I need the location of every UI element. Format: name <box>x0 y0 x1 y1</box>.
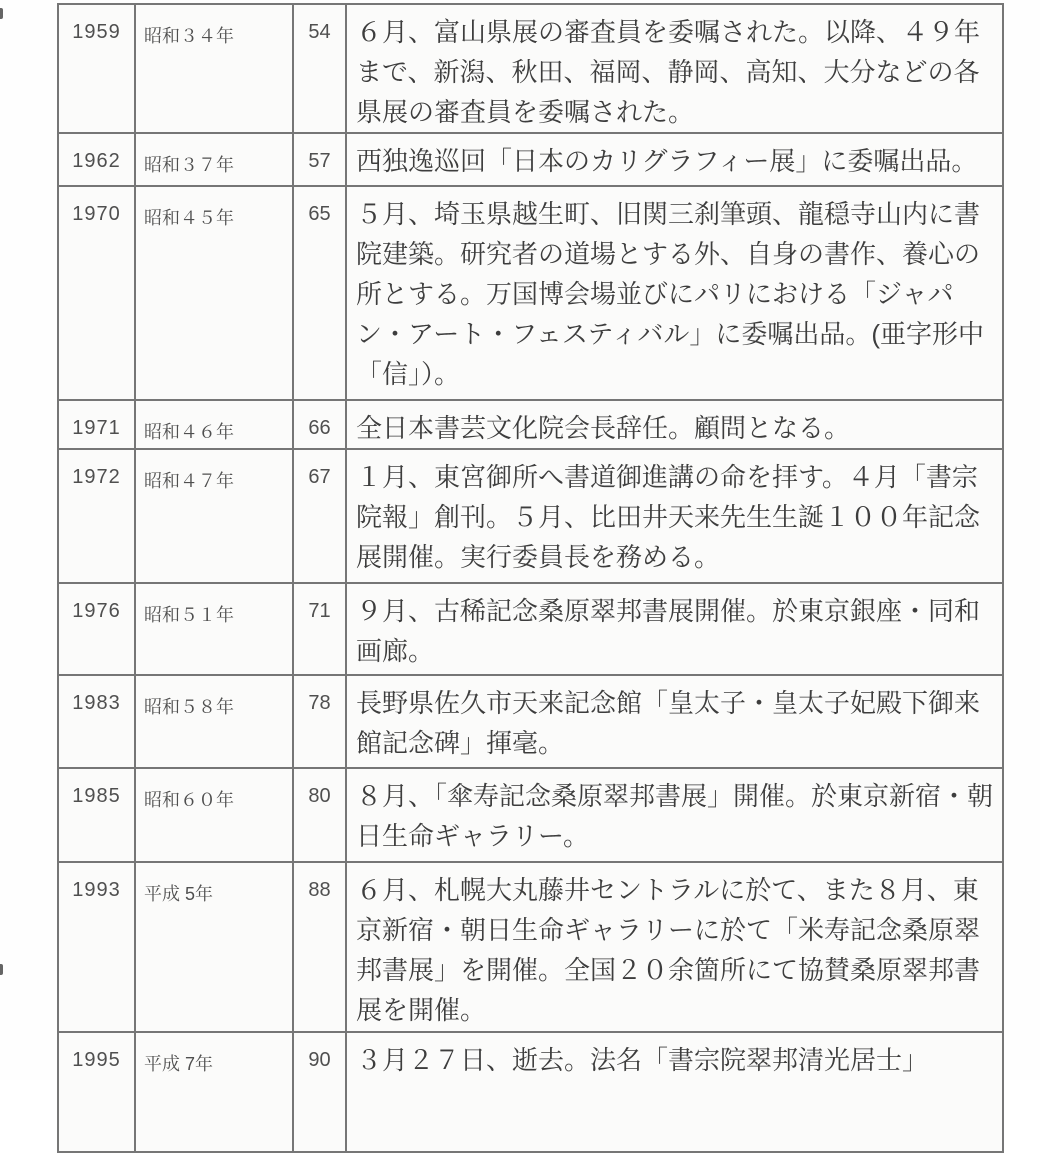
description-cell: ３月２７日、逝去。法名「書宗院翠邦清光居士」 <box>346 1032 1003 1152</box>
age-cell: 90 <box>293 1032 346 1152</box>
era-cell: 昭和４６年 <box>135 400 293 449</box>
era-cell: 平成 5年 <box>135 862 293 1032</box>
year-cell: 1985 <box>58 768 135 862</box>
year-cell: 1959 <box>58 4 135 133</box>
age-cell: 57 <box>293 133 346 186</box>
era-cell: 昭和４５年 <box>135 186 293 400</box>
table-row <box>58 4 1003 133</box>
era-cell: 昭和６０年 <box>135 768 293 862</box>
age-cell: 78 <box>293 675 346 768</box>
description-cell: １月、東宮御所へ書道御進講の命を拝す。４月「書宗院報」創刊。５月、比田井天来先生生誕１００年記念展開催。実行委員長を務める。 <box>346 449 1003 583</box>
table-row <box>58 400 1003 449</box>
age-cell: 88 <box>293 862 346 1032</box>
age-cell: 71 <box>293 583 346 675</box>
photo-artifact-mark <box>0 964 3 975</box>
year-cell: 1993 <box>58 862 135 1032</box>
year-cell: 1970 <box>58 186 135 400</box>
table-row <box>58 768 1003 862</box>
year-cell: 1962 <box>58 133 135 186</box>
table-row <box>58 133 1003 186</box>
age-cell: 67 <box>293 449 346 583</box>
table-row <box>58 583 1003 675</box>
age-cell: 66 <box>293 400 346 449</box>
description-cell: ６月、札幌大丸藤井セントラルに於て、また８月、東京新宿・朝日生命ギャラリーに於て「米寿記念桑原翠邦書展」を開催。全国２０余箇所にて協賛桑原翠邦書展を開催。 <box>346 862 1003 1032</box>
age-cell: 65 <box>293 186 346 400</box>
table-row <box>58 862 1003 1032</box>
description-cell: ５月、埼玉県越生町、旧関三刹筆頭、龍穏寺山内に書院建築。研究者の道場とする外、自身の書作、養心の所とする。万国博会場並びにパリにおける「ジャパン・アート・フェスティバル」に委嘱出品。(亜字形中「信」）。 <box>346 186 1003 400</box>
year-cell: 1972 <box>58 449 135 583</box>
description-cell: ９月、古稀記念桑原翠邦書展開催。於東京銀座・同和画廊。 <box>346 583 1003 675</box>
description-cell: ６月、富山県展の審査員を委嘱された。以降、４９年まで、新潟、秋田、福岡、静岡、高知、大分などの各県展の審査員を委嘱された。 <box>346 4 1003 133</box>
year-cell: 1995 <box>58 1032 135 1152</box>
description-cell: 長野県佐久市天来記念館「皇太子・皇太子妃殿下御来館記念碑」揮毫。 <box>346 675 1003 768</box>
era-cell: 昭和３７年 <box>135 133 293 186</box>
age-cell: 80 <box>293 768 346 862</box>
photo-artifact-mark <box>0 8 3 19</box>
year-cell: 1983 <box>58 675 135 768</box>
chronology-table <box>57 3 1004 1153</box>
table-row <box>58 186 1003 400</box>
era-cell: 昭和３４年 <box>135 4 293 133</box>
era-cell: 平成 7年 <box>135 1032 293 1152</box>
table-row <box>58 1032 1003 1152</box>
era-cell: 昭和５８年 <box>135 675 293 768</box>
table-row <box>58 449 1003 583</box>
year-cell: 1976 <box>58 583 135 675</box>
description-cell: 全日本書芸文化院会長辞任。顧問となる。 <box>346 400 1003 449</box>
table-row <box>58 675 1003 768</box>
description-cell: 西独逸巡回「日本のカリグラフィー展」に委嘱出品。 <box>346 133 1003 186</box>
year-cell: 1971 <box>58 400 135 449</box>
era-cell: 昭和４７年 <box>135 449 293 583</box>
era-cell: 昭和５１年 <box>135 583 293 675</box>
age-cell: 54 <box>293 4 346 133</box>
description-cell: ８月、「傘寿記念桑原翠邦書展」開催。於東京新宿・朝日生命ギャラリー。 <box>346 768 1003 862</box>
